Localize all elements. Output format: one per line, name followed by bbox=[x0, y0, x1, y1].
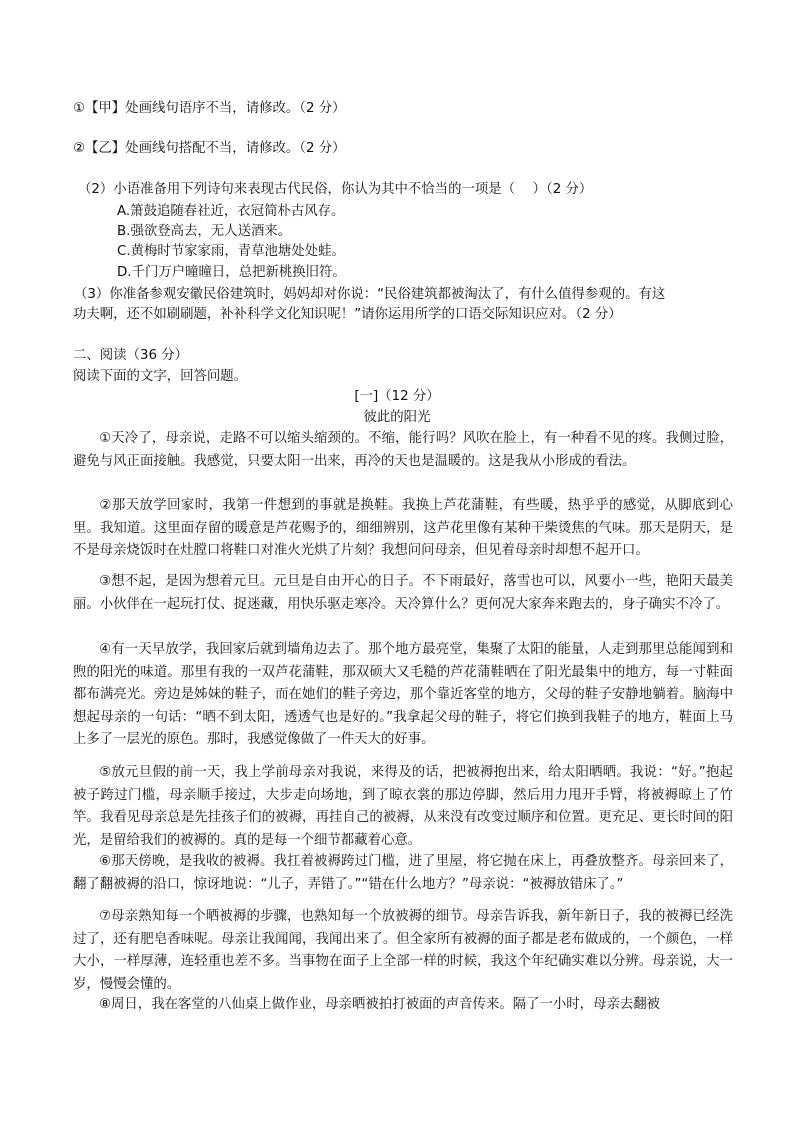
paragraph-7-text: ⑦母亲熟知每一个晒被褥的步骤，也熟知每一个放被褥的细节。母亲告诉我，新年新日子，我的被褥已经洗过了，还有肥皂香味呢。母亲让我闻闻，我闻出来了。但全家所有被褥的面子都是老布做成的，一个颜色，一样大小，一样厚薄，连轻重也差不多。当事物在面子上全部一样的时候，我这个年纪确实难以分辨。母亲说，大一岁，慢慢会懂的。 bbox=[73, 909, 733, 992]
question-2-option-b: B.强欲登高去，无人送酒来。 bbox=[117, 224, 292, 239]
paragraph-5-text: ⑤放元旦假的前一天，我上学前母亲对我说，来得及的话，把被褥抱出来，给太阳晒晒。我说：“好。”抱起被子跨过门槛，母亲顺手接过，大步走向场地，到了晾衣裳的那边停脚，然后用力甩开手臂，将被褥晾上了竹竿。我看见母亲总是先挂孩子们的被褥，再挂自己的被褥，从来没有改变过顺序和位置。更充足、更长时间的阳光，是留给我们的被褥的。真的是每一个细节都藏着心意。 bbox=[73, 765, 733, 848]
paragraph-4 bbox=[73, 639, 733, 752]
paragraph-1-text: ①天冷了，母亲说，走路不可以缩头缩颈的。不缩，能行吗？风吹在脸上，有一种看不见的疼。我侧过脸，避免与风正面接触。我感觉，只要太阳一出来，再冷的天也是温暖的。这是我从小形成的看法。 bbox=[73, 431, 733, 469]
question-2-stem: （2）小语准备用下列诗句来表现古代民俗，你认为其中不恰当的一项是（ ）（2 分） bbox=[78, 182, 593, 197]
paragraph-1 bbox=[73, 428, 733, 473]
paragraph-3-text: ③想不起，是因为想着元旦。元旦是自由开心的日子。不下雨最好，落雪也可以，风要小一些，艳阳天最美丽。小伙伴在一起玩打仗、捉迷藏，用快乐驱走寒冷。天冷算什么？更何况大家奔来跑去的，身子确实不冷了。 bbox=[73, 574, 733, 612]
paragraph-8-text: ⑧周日，我在客堂的八仙桌上做作业，母亲晒被拍打被面的声音传来。隔了一小时，母亲去翻被 bbox=[99, 997, 661, 1012]
question-1b: ②【乙】处画线句搭配不当，请修改。（2 分） bbox=[73, 141, 346, 156]
section-title: 二、阅读（36 分） bbox=[73, 348, 189, 363]
paragraph-2 bbox=[73, 495, 733, 563]
paragraph-2-text: ②那天放学回家时，我第一件想到的事就是换鞋。我换上芦花蒲鞋，有些暖，热乎乎的感觉，从脚底到心里。我知道。这里面存留的暖意是芦花赐予的，细细辨别，这芦花里像有某种干柴烫焦的气味。那天是阴天，是不是母亲烧饭时在灶膛口将鞋口对准火光烘了片刻？我想问问母亲，但见着母亲时却想不起开口。 bbox=[73, 498, 733, 559]
question-2-option-a: A.箫鼓追随春社近，衣冠简朴古风存。 bbox=[117, 204, 345, 219]
question-2-option-d: D.千门万户曈曈日，总把新桃换旧符。 bbox=[117, 265, 346, 280]
paragraph-6-text: ⑥那天傍晚，是我收的被褥。我扛着被褥跨过门槛，进了里屋，将它抛在床上，再叠放整齐。母亲回来了，翻了翻被褥的沿口，惊讶地说：“儿子，弄错了。”“错在什么地方？”母亲说：“被褥放错床了。” bbox=[73, 854, 733, 892]
part-title: [一]（12 分） bbox=[354, 389, 440, 404]
question-1a: ①【甲】处画线句语序不当，请修改。（2 分） bbox=[73, 101, 346, 116]
paragraph-6 bbox=[73, 851, 733, 896]
question-3-line1: （3）你准备参观安徽民俗建筑时，妈妈却对你说：“民俗建筑都被淘汰了，有什么值得参观的。有这 bbox=[74, 287, 666, 302]
paragraph-8 bbox=[73, 994, 733, 1017]
question-3-line2: 功夫啊，还不如刷刷题，补补科学文化知识呢！”请你运用所学的口语交际知识应对。（2 分） bbox=[73, 307, 622, 322]
essay-title: 彼此的阳光 bbox=[363, 410, 431, 425]
paragraph-7 bbox=[73, 906, 733, 996]
paragraph-5 bbox=[73, 762, 733, 852]
paragraph-4-text: ④有一天早放学，我回家后就到墙角边去了。那个地方最亮堂，集聚了太阳的能量，人走到那里总能闻到和煦的阳光的味道。那里有我的一双芦花蒲鞋，那双硕大又毛糙的芦花蒲鞋晒在了阳光最集中的地方，每一寸鞋面都布满亮光。旁边是姊妹的鞋子，而在她们的鞋子旁边，那个靠近客堂的地方，父母的鞋子安静地躺着。脑海中想起母亲的一句话：“晒不到太阳，透透气也是好的。”我拿起父母的鞋子，将它们换到我鞋子的地方，鞋面上马上多了一层光的原色。那时，我感觉像做了一件天大的好事。 bbox=[73, 642, 733, 748]
paragraph-3 bbox=[73, 571, 733, 616]
question-2-option-c: C.黄梅时节家家雨，青草池塘处处蛙。 bbox=[117, 244, 345, 259]
reading-instruction: 阅读下面的文字，回答问题。 bbox=[73, 369, 248, 384]
